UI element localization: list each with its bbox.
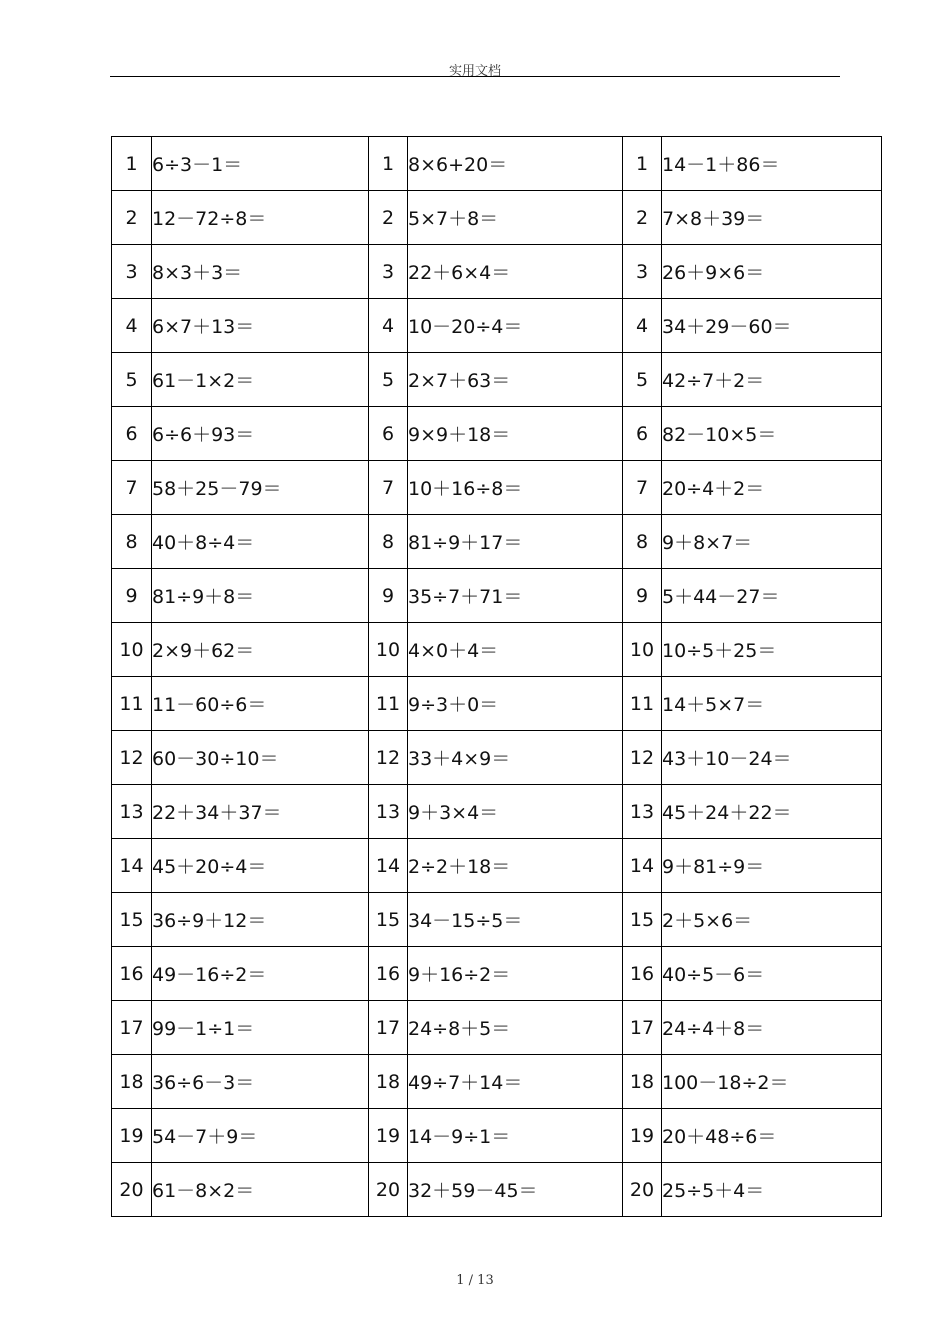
problem-expression: 2÷2＋18＝	[408, 839, 623, 893]
problem-expression: 2×7＋63＝	[408, 353, 623, 407]
table-row	[112, 245, 882, 299]
table-row	[112, 731, 882, 785]
problem-number: 18	[369, 1055, 408, 1109]
problem-number: 4	[112, 299, 152, 353]
problem-number: 18	[623, 1055, 662, 1109]
problem-number: 4	[369, 299, 408, 353]
problem-number: 15	[112, 893, 152, 947]
problem-expression: 33＋4×9＝	[408, 731, 623, 785]
problem-number: 16	[112, 947, 152, 1001]
problem-number: 13	[623, 785, 662, 839]
problem-number: 3	[623, 245, 662, 299]
table-row	[112, 623, 882, 677]
table-row	[112, 785, 882, 839]
problem-number: 11	[623, 677, 662, 731]
problem-number: 17	[623, 1001, 662, 1055]
page-header-title: 实用文档	[448, 64, 501, 79]
problem-expression: 22＋6×4＝	[408, 245, 623, 299]
problem-number: 14	[112, 839, 152, 893]
problem-expression: 8×3＋3＝	[152, 245, 369, 299]
problem-number: 6	[369, 407, 408, 461]
problem-number: 15	[369, 893, 408, 947]
problem-number: 6	[623, 407, 662, 461]
problem-number: 17	[112, 1001, 152, 1055]
table-row	[112, 137, 882, 191]
arithmetic-drill-table	[111, 136, 882, 1217]
problem-expression: 61－8×2＝	[152, 1163, 369, 1217]
problem-expression: 14－9÷1＝	[408, 1109, 623, 1163]
problem-number: 11	[369, 677, 408, 731]
problem-number: 2	[112, 191, 152, 245]
problem-number: 12	[112, 731, 152, 785]
table-row	[112, 677, 882, 731]
table-row	[112, 1001, 882, 1055]
table-row	[112, 1109, 882, 1163]
problem-expression: 2×9＋62＝	[152, 623, 369, 677]
problem-expression: 26＋9×6＝	[662, 245, 882, 299]
problem-expression: 8×6+20＝	[408, 137, 623, 191]
problem-number: 14	[623, 839, 662, 893]
problem-number: 12	[623, 731, 662, 785]
problem-number: 18	[112, 1055, 152, 1109]
problem-expression: 32＋59－45＝	[408, 1163, 623, 1217]
table-row	[112, 569, 882, 623]
problem-number: 16	[369, 947, 408, 1001]
problem-expression: 9＋81÷9＝	[662, 839, 882, 893]
problem-number: 5	[623, 353, 662, 407]
problem-number: 11	[112, 677, 152, 731]
problem-number: 13	[369, 785, 408, 839]
problem-expression: 45＋24＋22＝	[662, 785, 882, 839]
problem-expression: 58＋25－79＝	[152, 461, 369, 515]
drill-table-body	[112, 137, 882, 1217]
problem-number: 15	[623, 893, 662, 947]
problem-expression: 36÷6－3＝	[152, 1055, 369, 1109]
problem-expression: 54－7＋9＝	[152, 1109, 369, 1163]
problem-number: 13	[112, 785, 152, 839]
problem-number: 19	[369, 1109, 408, 1163]
problem-expression: 5×7＋8＝	[408, 191, 623, 245]
problem-number: 14	[369, 839, 408, 893]
problem-number: 20	[369, 1163, 408, 1217]
table-row	[112, 461, 882, 515]
problem-expression: 60－30÷10＝	[152, 731, 369, 785]
problem-expression: 24÷8＋5＝	[408, 1001, 623, 1055]
problem-number: 7	[112, 461, 152, 515]
problem-expression: 45＋20÷4＝	[152, 839, 369, 893]
problem-expression: 9÷3＋0＝	[408, 677, 623, 731]
problem-number: 3	[369, 245, 408, 299]
problem-number: 17	[369, 1001, 408, 1055]
problem-expression: 82－10×5＝	[662, 407, 882, 461]
problem-expression: 9＋8×7＝	[662, 515, 882, 569]
problem-number: 5	[369, 353, 408, 407]
problem-expression: 36÷9＋12＝	[152, 893, 369, 947]
problem-expression: 100－18÷2＝	[662, 1055, 882, 1109]
problem-number: 7	[623, 461, 662, 515]
problem-expression: 5＋44－27＝	[662, 569, 882, 623]
problem-number: 8	[112, 515, 152, 569]
problem-expression: 22＋34＋37＝	[152, 785, 369, 839]
problem-expression: 24÷4＋8＝	[662, 1001, 882, 1055]
problem-expression: 43＋10－24＝	[662, 731, 882, 785]
problem-number: 1	[112, 137, 152, 191]
problem-expression: 12－72÷8＝	[152, 191, 369, 245]
problem-expression: 10＋16÷8＝	[408, 461, 623, 515]
problem-expression: 99－1÷1＝	[152, 1001, 369, 1055]
problem-expression: 2＋5×6＝	[662, 893, 882, 947]
problem-expression: 34＋29－60＝	[662, 299, 882, 353]
problem-expression: 34－15÷5＝	[408, 893, 623, 947]
problem-expression: 9＋16÷2＝	[408, 947, 623, 1001]
problem-expression: 42÷7＋2＝	[662, 353, 882, 407]
problem-number: 8	[623, 515, 662, 569]
problem-number: 5	[112, 353, 152, 407]
table-row	[112, 839, 882, 893]
problem-expression: 61－1×2＝	[152, 353, 369, 407]
problem-expression: 4×0＋4＝	[408, 623, 623, 677]
problem-number: 20	[623, 1163, 662, 1217]
problem-expression: 9×9＋18＝	[408, 407, 623, 461]
table-row	[112, 893, 882, 947]
problem-expression: 20＋48÷6＝	[662, 1109, 882, 1163]
problem-expression: 14＋5×7＝	[662, 677, 882, 731]
problem-number: 19	[623, 1109, 662, 1163]
problem-expression: 49÷7＋14＝	[408, 1055, 623, 1109]
problem-number: 8	[369, 515, 408, 569]
problem-number: 2	[623, 191, 662, 245]
problem-expression: 40÷5－6＝	[662, 947, 882, 1001]
problem-number: 4	[623, 299, 662, 353]
table-row	[112, 353, 882, 407]
problem-expression: 40＋8÷4＝	[152, 515, 369, 569]
problem-number: 10	[369, 623, 408, 677]
table-row	[112, 299, 882, 353]
table-row	[112, 407, 882, 461]
problem-expression: 11－60÷6＝	[152, 677, 369, 731]
problem-expression: 25÷5＋4＝	[662, 1163, 882, 1217]
problem-expression: 35÷7＋71＝	[408, 569, 623, 623]
problem-expression: 49－16÷2＝	[152, 947, 369, 1001]
problem-expression: 7×8＋39＝	[662, 191, 882, 245]
problem-expression: 14－1＋86＝	[662, 137, 882, 191]
table-row	[112, 1163, 882, 1217]
problem-number: 7	[369, 461, 408, 515]
problem-expression: 81÷9＋8＝	[152, 569, 369, 623]
problem-number: 1	[623, 137, 662, 191]
problem-number: 12	[369, 731, 408, 785]
table-row	[112, 1055, 882, 1109]
page-number: 1 / 13	[456, 1273, 494, 1288]
problem-number: 1	[369, 137, 408, 191]
problem-number: 20	[112, 1163, 152, 1217]
problem-number: 9	[369, 569, 408, 623]
problem-expression: 6÷6＋93＝	[152, 407, 369, 461]
problem-number: 6	[112, 407, 152, 461]
problem-number: 19	[112, 1109, 152, 1163]
problem-expression: 10÷5＋25＝	[662, 623, 882, 677]
problem-number: 9	[112, 569, 152, 623]
table-row	[112, 191, 882, 245]
table-row	[112, 947, 882, 1001]
problem-expression: 10－20÷4＝	[408, 299, 623, 353]
problem-expression: 6×7＋13＝	[152, 299, 369, 353]
header-divider	[110, 76, 840, 77]
problem-expression: 20÷4＋2＝	[662, 461, 882, 515]
problem-expression: 81÷9＋17＝	[408, 515, 623, 569]
problem-number: 2	[369, 191, 408, 245]
problem-expression: 9＋3×4＝	[408, 785, 623, 839]
problem-number: 3	[112, 245, 152, 299]
problem-expression: 6÷3－1＝	[152, 137, 369, 191]
problem-number: 16	[623, 947, 662, 1001]
problem-number: 10	[112, 623, 152, 677]
problem-number: 9	[623, 569, 662, 623]
table-row	[112, 515, 882, 569]
problem-number: 10	[623, 623, 662, 677]
